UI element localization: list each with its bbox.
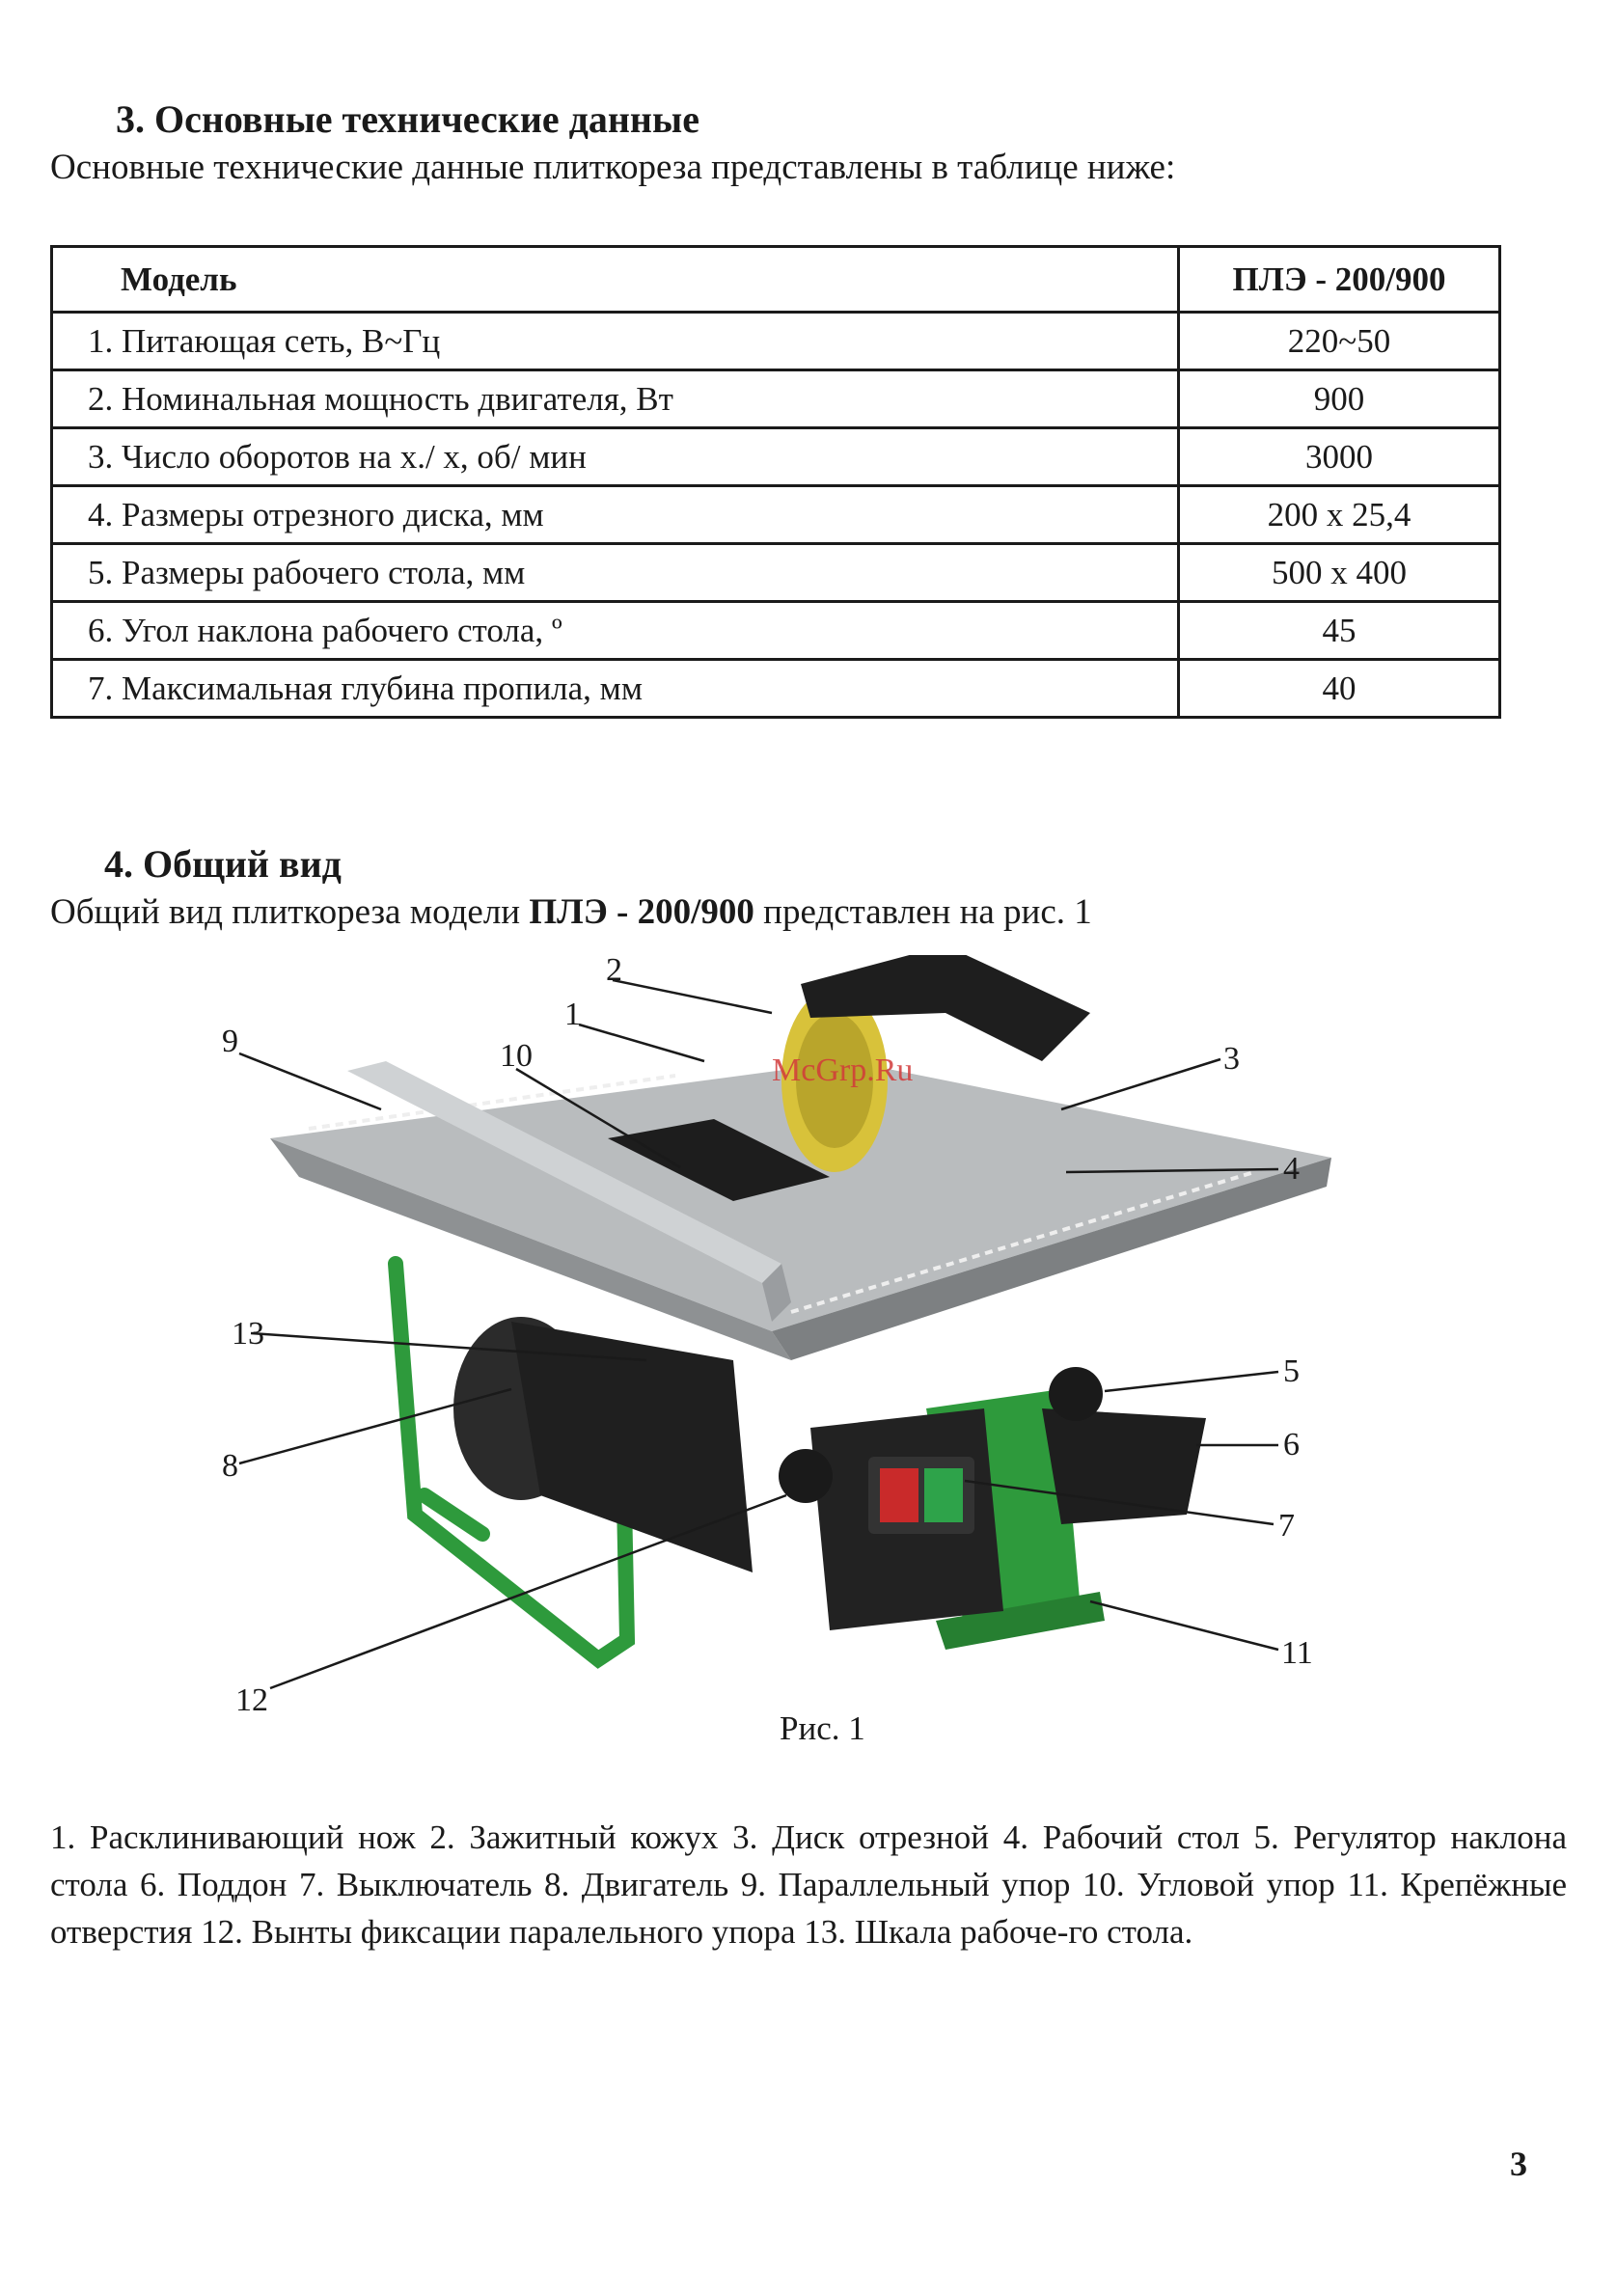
section-3-title: 3. Основные технические данные: [116, 97, 699, 141]
spec-row-name: 3. Число оборотов на х./ х, об/ мин: [52, 428, 1179, 486]
callout-11: 11: [1281, 1635, 1313, 1671]
tile-cutter-figure: [193, 955, 1447, 1727]
intro-text-end: представлен на рис. 1: [754, 892, 1092, 932]
figure-caption: Рис. 1: [780, 1709, 865, 1747]
spec-row-name: 5. Размеры рабочего стола, мм: [52, 544, 1179, 602]
spec-row-name: 7. Максимальная глубина пропила, мм: [52, 660, 1179, 718]
intro-text: Общий вид плиткореза модели: [50, 892, 530, 932]
spec-table-header: [52, 247, 1500, 313]
watermark: McGrp.Ru: [772, 1052, 914, 1088]
callout-8: 8: [222, 1448, 238, 1484]
switch-housing: [810, 1408, 1003, 1630]
table-row: [52, 660, 1500, 718]
callout-7: 7: [1278, 1508, 1295, 1544]
table-row: [52, 313, 1500, 370]
callout-4: 4: [1283, 1151, 1300, 1187]
callout-5: 5: [1283, 1353, 1300, 1389]
model-name: ПЛЭ - 200/900: [529, 892, 754, 932]
spec-row-name: 6. Угол наклона рабочего стола, º: [52, 602, 1179, 660]
callout-9: 9: [222, 1024, 238, 1059]
section-4-intro: [50, 891, 1092, 933]
spec-row-value: 900: [1179, 370, 1500, 428]
spec-row-name: 2. Номинальная мощность двигателя, Вт: [52, 370, 1179, 428]
callout-1: 1: [564, 997, 581, 1032]
section-3-intro: Основные технические данные плиткореза представлены в таблице ниже:: [50, 148, 1176, 187]
spec-row-value: 500 х 400: [1179, 544, 1500, 602]
table-row: [52, 486, 1500, 544]
callout-10: 10: [500, 1038, 533, 1074]
spec-table: [50, 245, 1501, 719]
spec-row-value: 200 х 25,4: [1179, 486, 1500, 544]
callout-3: 3: [1223, 1041, 1240, 1077]
table-row: [52, 370, 1500, 428]
spec-row-name: 4. Размеры отрезного диска, мм: [52, 486, 1179, 544]
spec-row-value: 45: [1179, 602, 1500, 660]
lock-knob: [779, 1449, 833, 1503]
motor: [453, 1317, 753, 1572]
spec-header-model-name: ПЛЭ - 200/900: [1179, 247, 1500, 313]
table-row: [52, 544, 1500, 602]
spec-row-value: 220~50: [1179, 313, 1500, 370]
tilt-knob: [1049, 1367, 1103, 1421]
callout-13: 13: [232, 1316, 264, 1352]
spec-row-value: 40: [1179, 660, 1500, 718]
table-row: [52, 428, 1500, 486]
figure-legend: 1. Расклинивающий нож 2. Зажитный кожух 3. Диск отрезной 4. Рабочий стол 5. Регулятор наклона стола 6. Поддон 7. Выключатель 8. Двигатель 9. Параллельный упор 10. Угловой упор 11. Крепёжные отверстия 12. Вынты фиксации паралельного упора 13. Шкала рабоче-го стола.: [50, 1818, 1567, 1951]
table-row: [52, 602, 1500, 660]
spec-header-model: Модель: [52, 247, 1179, 313]
spec-row-name: 1. Питающая сеть, В~Гц: [52, 313, 1179, 370]
section-4-title: 4. Общий вид: [104, 842, 342, 886]
spec-row-value: 3000: [1179, 428, 1500, 486]
callout-12: 12: [235, 1682, 268, 1718]
page-number: 3: [1510, 2145, 1527, 2183]
callout-2: 2: [606, 955, 622, 988]
callout-6: 6: [1283, 1427, 1300, 1462]
tray: [1042, 1408, 1206, 1524]
